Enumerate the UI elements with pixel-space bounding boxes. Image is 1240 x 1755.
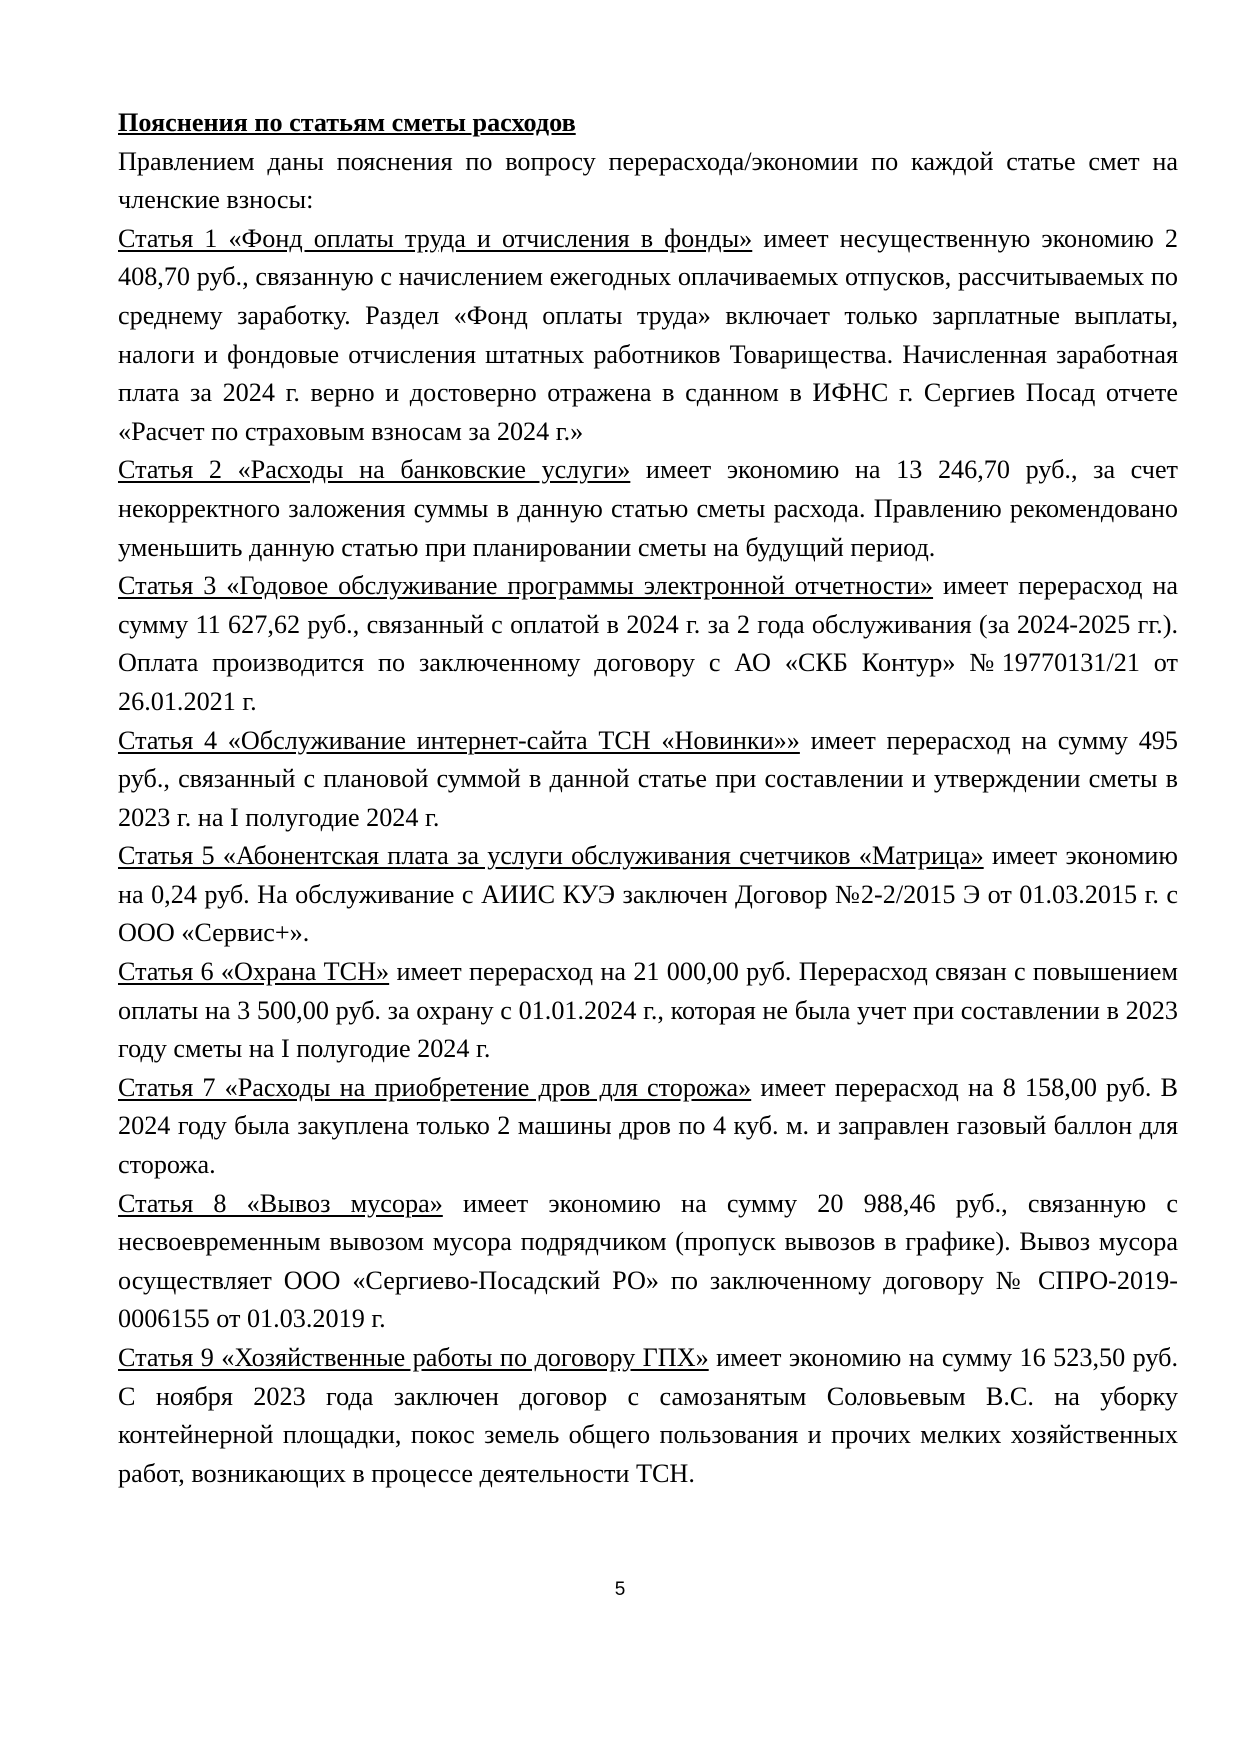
- section-heading: Пояснения по статьям сметы расходов: [118, 108, 576, 137]
- article-1-title: Статья 1 «Фонд оплаты труда и отчисления в фонды»: [118, 223, 753, 253]
- article-5: [118, 837, 1178, 953]
- page-number: 5: [614, 1579, 626, 1600]
- article-8-title: Статья 8 «Вывоз мусора»: [118, 1188, 443, 1218]
- article-3-title: Статья 3 «Годовое обслуживание программы электронной отчетности»: [118, 571, 934, 601]
- article-5-text: имеет экономию на 0,24 руб. На обслуживание с АИИС КУЭ заключен Договор №2-2/2015 Э от 01.03.2015 г. с ООО «Сервис+».: [118, 841, 1178, 948]
- article-1: [118, 220, 1178, 452]
- article-2: [118, 451, 1178, 567]
- article-1-text: имеет несущественную экономию 2 408,70 руб., связанную с начислением ежегодных оплачиваемых отпусков, рассчитываемых по среднему заработку. Раздел «Фонд оплаты труда» включает только зарплатные выплаты, налоги и фондовые отчисления штатных работников Товарищества. Начисленная заработная плата за 2024 г. верно и достоверно отражена в сданном в ИФНС г. Сергиев Посад отчете «Расчет по страховым взносам за 2024 г.»: [118, 223, 1179, 446]
- article-7-text: имеет перерасход на 8 158,00 руб. В 2024 году была закуплена только 2 машины дров по 4 куб. м. и заправлен газовый баллон для сторожа.: [118, 1072, 1179, 1180]
- article-2-title: Статья 2 «Расходы на банковские услуги»: [118, 455, 631, 485]
- article-4-title: Статья 4 «Обслуживание интернет-сайта ТСН «Новинки»»: [118, 725, 800, 755]
- intro-paragraph: Правлением даны пояснения по вопросу перерасхода/экономии по каждой статье смет на членские взносы:: [118, 146, 1178, 215]
- article-6: [118, 953, 1178, 1069]
- article-8-text: имеет экономию на сумму 20 988,46 руб., связанную с несвоевременным вывозом мусора подрядчиком (пропуск вывозов в графике). Вывоз мусора осуществляет ООО «Сергиево-Посадский РО» по заключенному договору № СПРО-2019-0006155 от 01.03.2019 г.: [118, 1188, 1178, 1334]
- article-3: [118, 567, 1178, 721]
- article-7: [118, 1069, 1178, 1185]
- article-5-title: Статья 5 «Абонентская плата за услуги обслуживания счетчиков «Матрица»: [118, 841, 984, 871]
- article-8: [118, 1185, 1178, 1339]
- article-4-text: имеет перерасход на сумму 495 руб., связанный с плановой суммой в данной статье при составлении и утверждении сметы в 2023 г. на I полугодие 2024 г.: [118, 725, 1178, 832]
- article-6-title: Статья 6 «Охрана ТСН»: [118, 957, 390, 987]
- document-body: [118, 104, 1178, 1493]
- article-2-text: имеет экономию на 13 246,70 руб., за счет некорректного заложения суммы в данную статью сметы расхода. Правлению рекомендовано уменьшить данную статью при планировании сметы на будущий период.: [118, 455, 1179, 562]
- article-9-title: Статья 9 «Хозяйственные работы по договору ГПХ»: [118, 1343, 709, 1372]
- article-7-title: Статья 7 «Расходы на приобретение дров для сторожа»: [118, 1072, 752, 1102]
- article-9-text: имеет экономию на сумму 16 523,50 руб. С ноября 2023 года заключен договор с самозанятым Соловьевым В.С. на уборку контейнерной площадки, покос земель общего пользования и прочих мелких хозяйственных работ, возникающих в процессе деятельности ТСН.: [118, 1343, 1178, 1488]
- article-4: [118, 722, 1178, 838]
- article-9: [118, 1339, 1178, 1493]
- article-6-text: имеет перерасход на 21 000,00 руб. Перерасход связан с повышением оплаты на 3 500,00 руб. за охрану с 01.01.2024 г., которая не была учет при составлении в 2023 году сметы на I полугодие 2024 г.: [118, 957, 1179, 1064]
- article-3-text: имеет перерасход на сумму 11 627,62 руб., связанный с оплатой в 2024 г. за 2 года обслуживания (за 2024-2025 гг.). Оплата производится по заключенному договору с АО «СКБ Контур» №19770131/21 от 26.01.2021 г.: [118, 571, 1179, 716]
